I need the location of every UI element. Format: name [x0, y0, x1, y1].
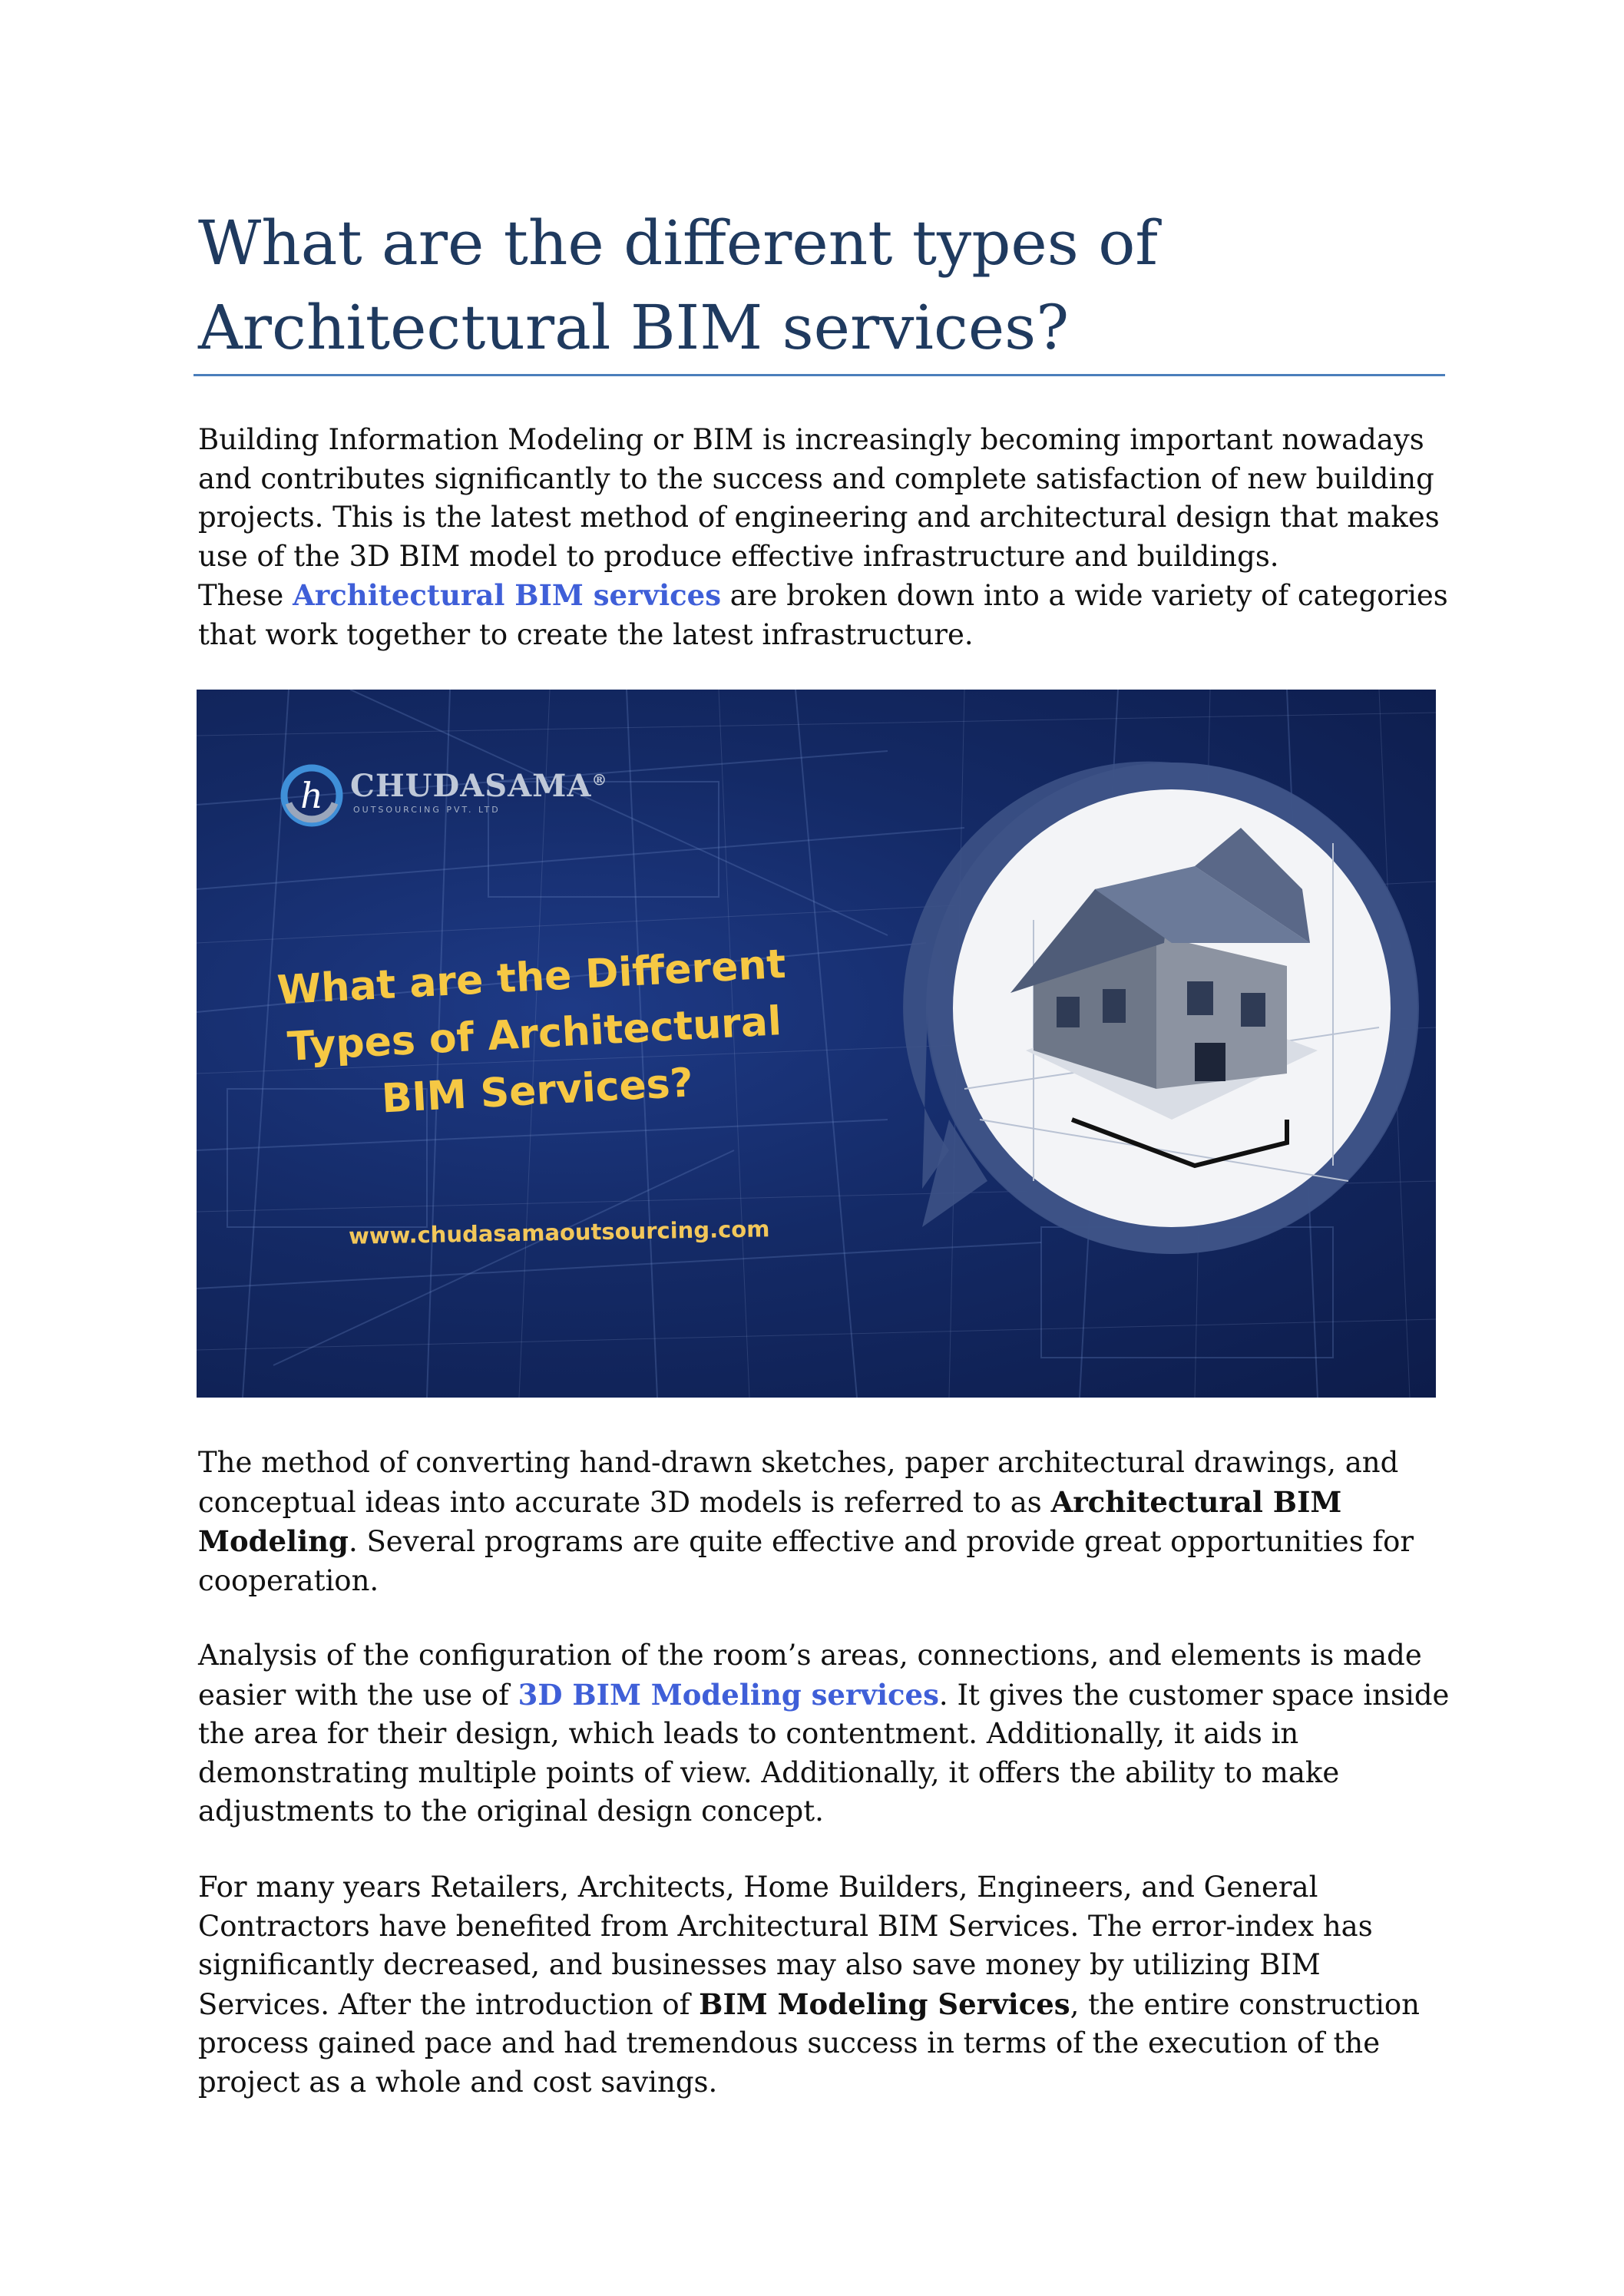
- svg-text:h: h: [300, 775, 323, 816]
- paragraph-architectural-bim-modeling: [198, 1444, 1457, 1600]
- intro-text-a: Building Information Modeling or BIM is increasingly becoming important nowadays and contributes significantly to the success and complete satisfaction of new building projects. This is the latest method of engineering and architectural design that makes use of the 3D BIM model to produce effective infrastructure and buildings.: [198, 423, 1440, 573]
- architectural-bim-modeling-bold: Architectural BIM Modeling: [198, 1484, 1342, 1558]
- bim-modeling-services-bold: BIM Modeling Services: [699, 1987, 1070, 2021]
- para3-text: Analysis of the configuration of the room’s areas, connections, and elements is made easier with the use of 3D BIM Modeling services. It gives the customer space inside the area for their design, which leads to contentment. Additionally, it aids in demonstrating multiple points of view. Additionally, it offers the ability to make adjustments to the original design concept.: [198, 1639, 1450, 1828]
- article-banner-image: [197, 690, 1436, 1398]
- para2-text: The method of converting hand-drawn sketches, paper architectural drawings, and conceptual ideas into accurate 3D models is referred to as Architectural BIM Modeling. Several programs are quite effective and provide great opportunities for cooperation.: [198, 1446, 1414, 1597]
- paragraph-benefits: [198, 1868, 1457, 2102]
- banner-heading-line-2: Types of Architectural: [286, 998, 783, 1070]
- company-logo-name: CHUDASAMA®: [350, 768, 608, 804]
- banner-heading-line-3: BIM Services?: [380, 1060, 695, 1123]
- paragraph-3d-bim-modeling: [198, 1636, 1457, 1831]
- architectural-bim-services-link[interactable]: Architectural BIM services: [293, 578, 722, 612]
- 3d-bim-modeling-services-link[interactable]: 3D BIM Modeling services: [518, 1677, 939, 1712]
- banner-heading-line-1: What are the Different: [276, 941, 787, 1014]
- intro-paragraph: [198, 421, 1457, 654]
- intro-text-b: [198, 576, 1457, 654]
- company-logo-subtitle: OUTSOURCING PVT. LTD: [353, 805, 501, 815]
- title-divider: [193, 374, 1445, 376]
- page-title: What are the different types of Architectural BIM services?: [198, 207, 1158, 363]
- banner-website-url: www.chudasamaoutsourcing.com: [348, 1216, 770, 1249]
- company-logo-icon: [279, 763, 344, 828]
- intro-b-post: are broken down into a wide variety of categories that work together to create the latest infrastructure.: [198, 579, 1448, 651]
- para4-text: For many years Retailers, Architects, Home Builders, Engineers, and General Contractors have benefited from Architectural BIM Services. The error-index has significantly decreased, and businesses may also save money by utilizing BIM Services. After the introduction of BIM Modeling Services, the entire construction process gained pace and had tremendous success in terms of the execution of the project as a whole and cost savings.: [198, 1871, 1421, 2099]
- banner-heading: [246, 935, 823, 1134]
- intro-b-pre: These: [198, 579, 293, 612]
